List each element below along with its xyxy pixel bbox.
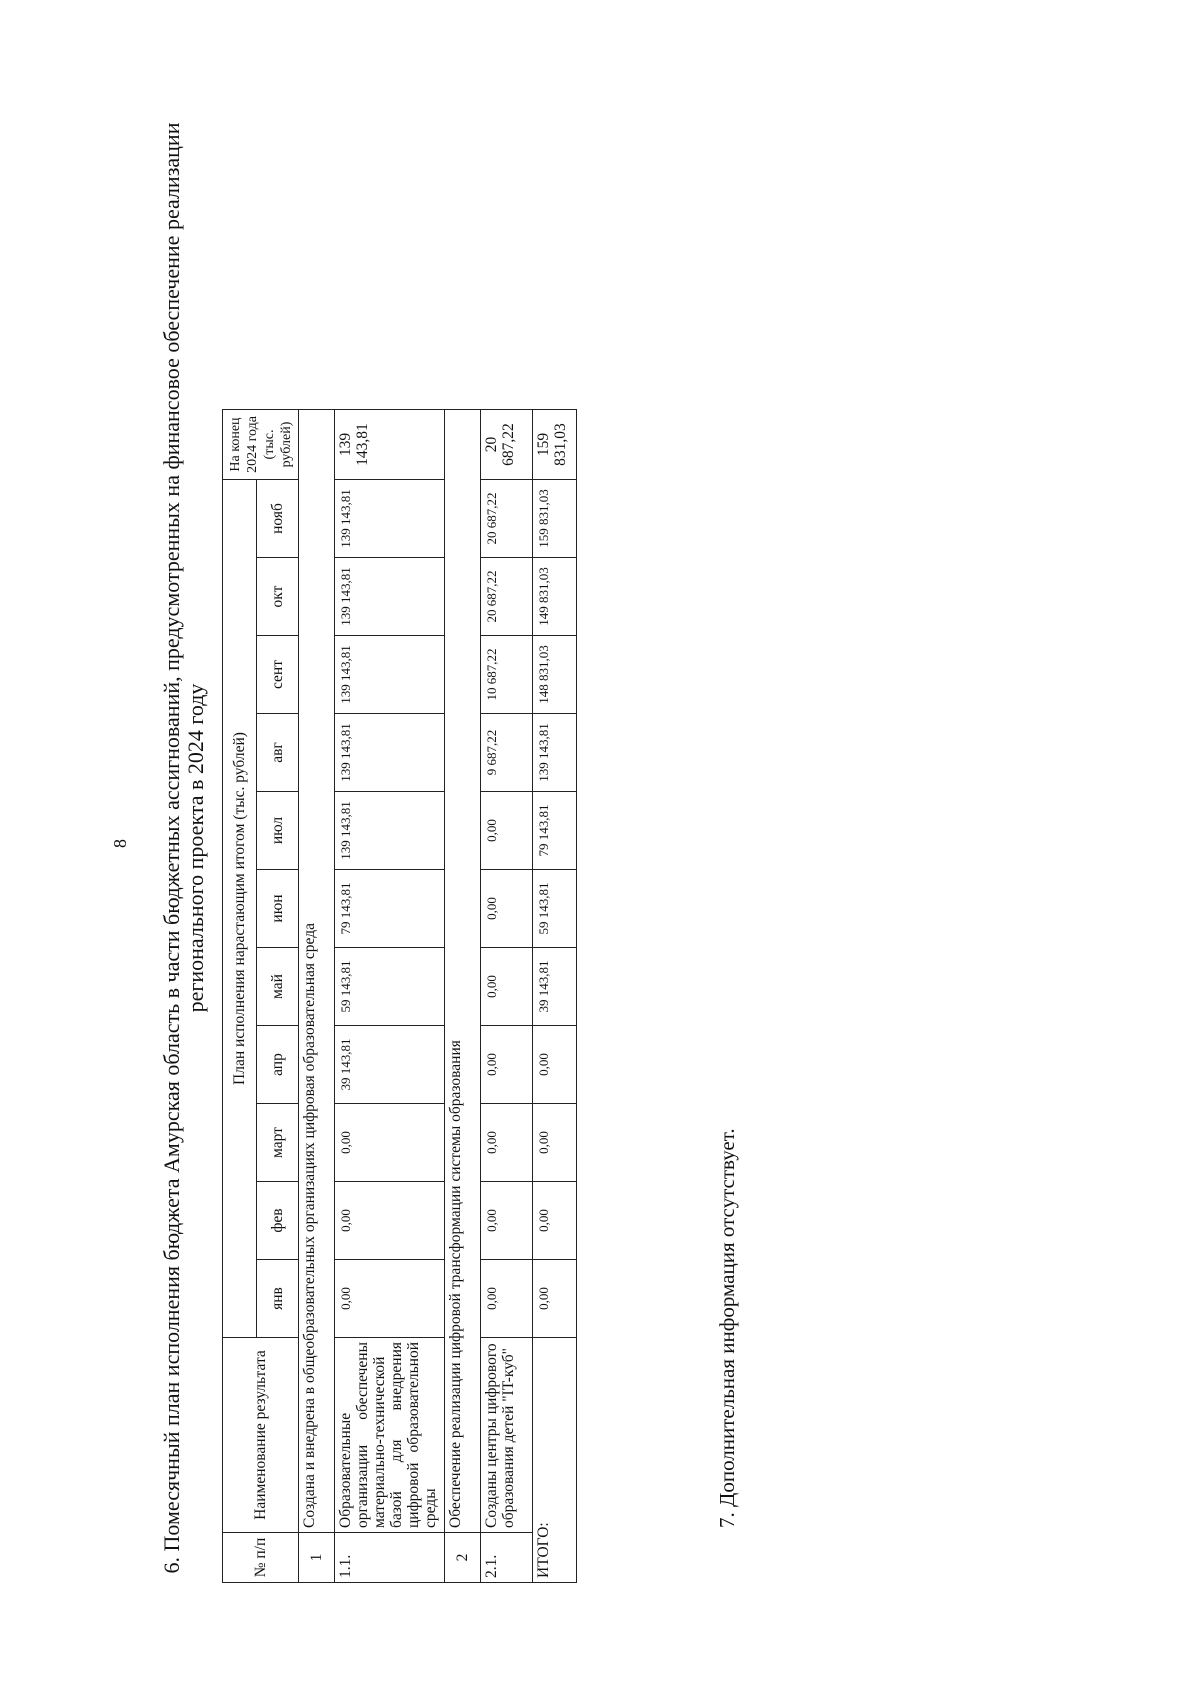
row-2-1-value-0: 0,00 (481, 1260, 533, 1338)
section-heading: 6. Помесячный план исполнения бюджета Амурская область в части бюджетных ассигнований, предусмотренных на финансовое обеспечение реализации регионального проекта в 2024 году (159, 122, 208, 1574)
total-row-value-8: 148 831,03 (533, 636, 577, 714)
total-row-value-10: 159 831,03 (533, 480, 577, 558)
row-1-1-value-8: 139 143,81 (335, 636, 445, 714)
row-2-1-value-8: 10 687,22 (481, 636, 533, 714)
row-2-1-value-2: 0,00 (481, 1104, 533, 1182)
section-2-title: Обеспечение реализации цифровой трансформации системы образования (445, 410, 481, 1533)
row-1-1-value-4: 59 143,81 (335, 948, 445, 1026)
additional-info-note: 7. Дополнительная информация отсутствует. (715, 1128, 739, 1528)
header-month-1: фев (257, 1182, 299, 1260)
row-1-1-value-0: 0,00 (335, 1260, 445, 1338)
total-row-value-6: 79 143,81 (533, 792, 577, 870)
row-1-1-value-1: 0,00 (335, 1182, 445, 1260)
row-2-1-value-3: 0,00 (481, 1026, 533, 1104)
total-row-value-0: 0,00 (533, 1260, 577, 1338)
row-1-1-num: 1.1. (335, 1533, 445, 1583)
row-1-1-name: Образовательные организации обеспечены материально-технической базой для внедрения цифровой образовательной среды (335, 1338, 445, 1533)
header-month-10: нояб (257, 480, 299, 558)
header-month-6: июл (257, 792, 299, 870)
section-2-num: 2 (445, 1533, 481, 1583)
row-2-1-value-10: 20 687,22 (481, 480, 533, 558)
row-1-1-value-2: 0,00 (335, 1104, 445, 1182)
row-1-1-value-3: 39 143,81 (335, 1026, 445, 1104)
total-row-value-2: 0,00 (533, 1104, 577, 1182)
total-row-value-9: 149 831,03 (533, 558, 577, 636)
header-month-5: июн (257, 870, 299, 948)
total-row-value-4: 39 143,81 (533, 948, 577, 1026)
header-month-4: май (257, 948, 299, 1026)
page-number: 8 (110, 839, 130, 848)
total-label: ИТОГО: (533, 1338, 577, 1583)
header-month-2: март (257, 1104, 299, 1182)
row-2-1-value-1: 0,00 (481, 1182, 533, 1260)
row-1-1-value-10: 139 143,81 (335, 480, 445, 558)
budget-plan-table (222, 409, 577, 1583)
row-1-1-value-7: 139 143,81 (335, 714, 445, 792)
header-month-0: янв (257, 1260, 299, 1338)
total-row-total: 159 831,03 (533, 410, 577, 480)
header-month-7: авг (257, 714, 299, 792)
row-2-1-value-9: 20 687,22 (481, 558, 533, 636)
header-month-9: окт (257, 558, 299, 636)
row-2-1-total: 20 687,22 (481, 410, 533, 480)
row-2-1-value-6: 0,00 (481, 792, 533, 870)
row-2-1-value-5: 0,00 (481, 870, 533, 948)
header-num: № п/п (223, 1533, 299, 1583)
row-1-1-value-9: 139 143,81 (335, 558, 445, 636)
header-end-of-year: На конец 2024 года (тыс. рублей) (223, 410, 299, 480)
row-2-1-value-7: 9 687,22 (481, 714, 533, 792)
header-name: Наименование результата (223, 1338, 299, 1533)
section-1-title: Создана и внедрена в общеобразовательных организациях цифровая образовательная среда (299, 410, 335, 1533)
row-2-1-value-4: 0,00 (481, 948, 533, 1026)
total-row-value-3: 0,00 (533, 1026, 577, 1104)
row-2-1-name: Созданы центры цифрового образования детей "IT-куб" (481, 1338, 533, 1533)
total-row-value-5: 59 143,81 (533, 870, 577, 948)
row-1-1-value-6: 139 143,81 (335, 792, 445, 870)
row-1-1-value-5: 79 143,81 (335, 870, 445, 948)
row-2-1-num: 2.1. (481, 1533, 533, 1583)
header-month-3: апр (257, 1026, 299, 1104)
row-1-1-total: 139 143,81 (335, 410, 445, 480)
total-row-value-7: 139 143,81 (533, 714, 577, 792)
total-row-value-1: 0,00 (533, 1182, 577, 1260)
header-month-8: сент (257, 636, 299, 714)
header-plan: План исполнения нарастающим итогом (тыс. рублей) (223, 480, 257, 1338)
section-1-num: 1 (299, 1533, 335, 1583)
